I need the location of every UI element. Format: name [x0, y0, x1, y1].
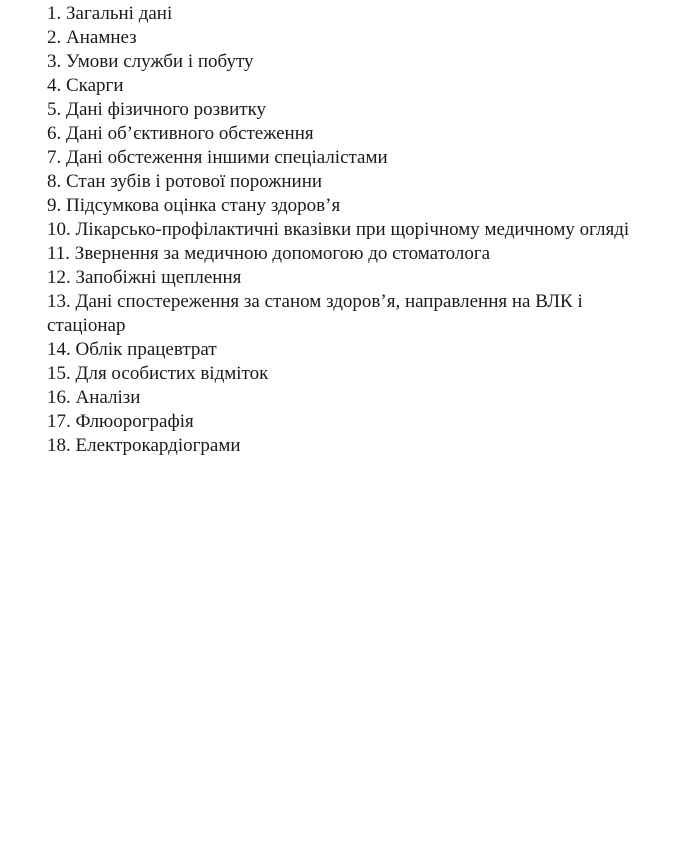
toc-item-number: 8. [47, 171, 62, 192]
toc-item-17 [47, 410, 657, 434]
toc-item-number: 16. [47, 387, 71, 408]
toc-item-number: 6. [47, 123, 62, 144]
toc-item-number: 10. [47, 219, 71, 240]
toc-item-12 [47, 266, 657, 290]
toc-item-6 [47, 122, 657, 146]
toc-item-number: 3. [47, 51, 62, 72]
toc-item-number: 11. [47, 243, 71, 264]
toc-item-number: 18. [47, 435, 71, 456]
toc-item-16 [47, 386, 657, 410]
toc-item-label: Анамнез [66, 27, 137, 48]
toc-item-label: Дані фізичного розвитку [66, 99, 267, 120]
toc-item-label: Облік працевтрат [75, 339, 217, 360]
toc-item-label: Умови служби і побуту [66, 51, 254, 72]
toc-item-number: 1. [47, 3, 62, 24]
toc-item-1 [47, 2, 657, 26]
toc-item-9 [47, 194, 657, 218]
toc-item-4 [47, 74, 657, 98]
toc-item-label: Аналізи [75, 387, 141, 408]
toc-item-15 [47, 362, 657, 386]
toc-item-7 [47, 146, 657, 170]
toc-item-11 [47, 242, 657, 266]
toc-item-number: 15. [47, 363, 71, 384]
toc-item-label: Запобіжні щеплення [75, 267, 242, 288]
toc-item-label: Підсумкова оцінка стану здоров’я [66, 195, 341, 216]
toc-item-number: 7. [47, 147, 62, 168]
document-page [47, 2, 657, 458]
toc-item-number: 2. [47, 27, 62, 48]
toc-item-8 [47, 170, 657, 194]
toc-item-label: Скарги [66, 75, 124, 96]
toc-item-number: 9. [47, 195, 62, 216]
toc-item-label: Загальні дані [66, 3, 173, 24]
toc-item-2 [47, 26, 657, 50]
table-of-contents [47, 2, 657, 458]
toc-item-13 [47, 290, 657, 338]
toc-item-label: Для особистих відміток [75, 363, 269, 384]
toc-item-number: 13. [47, 291, 71, 312]
toc-item-14 [47, 338, 657, 362]
toc-item-5 [47, 98, 657, 122]
toc-item-18 [47, 434, 657, 458]
toc-item-label: Флюорографія [75, 411, 194, 432]
toc-item-number: 17. [47, 411, 71, 432]
toc-item-number: 5. [47, 99, 62, 120]
toc-item-label: Дані спостереження за станом здоров’я, направлення на ВЛК і стаціонар [47, 291, 583, 336]
toc-item-label: Стан зубів і ротової порожнини [66, 171, 323, 192]
toc-item-label: Лікарсько-профілактичні вказівки при щорічному медичному огляді [75, 219, 630, 240]
toc-item-label: Дані обстеження іншими спеціалістами [66, 147, 388, 168]
toc-item-label: Електрокардіограми [75, 435, 241, 456]
toc-item-number: 14. [47, 339, 71, 360]
toc-item-label: Дані об’єктивного обстеження [66, 123, 314, 144]
toc-item-3 [47, 50, 657, 74]
toc-item-number: 12. [47, 267, 71, 288]
toc-item-label: Звернення за медичною допомогою до стоматолога [74, 243, 491, 264]
toc-item-number: 4. [47, 75, 62, 96]
toc-item-10 [47, 218, 657, 242]
